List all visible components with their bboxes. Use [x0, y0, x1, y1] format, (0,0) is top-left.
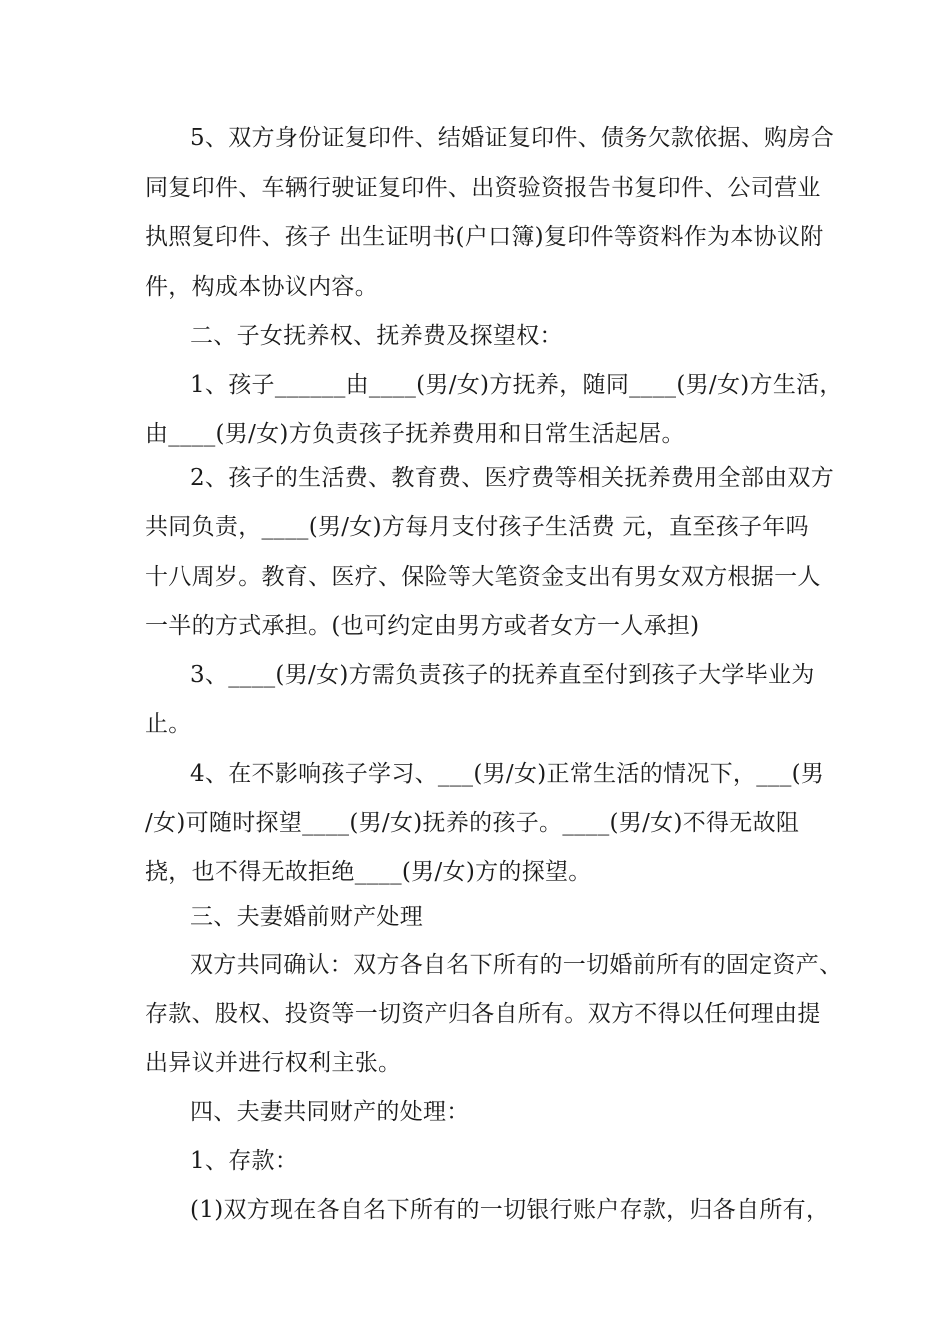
- text-line: 件，构成本协议内容。: [145, 274, 378, 300]
- text-line: 5、双方身份证复印件、结婚证复印件、债务欠款依据、购房合: [190, 125, 835, 151]
- text-line: 一半的方式承担。(也可约定由男方或者女方一人承担): [145, 613, 700, 639]
- text-line: 2、孩子的生活费、教育费、医疗费等相关抚养费用全部由双方: [190, 465, 835, 491]
- text-line: (1)双方现在各自名下所有的一切银行账户存款，归各自所有，: [190, 1197, 830, 1223]
- text-line: 挠，也不得无故拒绝____(男/女)方的探望。: [145, 859, 592, 885]
- section-heading: 四、夫妻共同财产的处理：: [190, 1099, 470, 1125]
- section-heading: 三、夫妻婚前财产处理: [190, 904, 423, 930]
- text-line: 执照复印件、孩子 出生证明书(户口簿)复印件等资料作为本协议附: [145, 224, 824, 250]
- text-line: 同复印件、车辆行驶证复印件、出资验资报告书复印件、公司营业: [145, 175, 821, 201]
- text-line: 共同负责，____(男/女)方每月支付孩子生活费 元，直至孩子年吗: [145, 514, 809, 540]
- text-line: 由____(男/女)方负责孩子抚养费用和日常生活起居。: [145, 421, 685, 447]
- text-line: 1、存款：: [190, 1148, 299, 1174]
- text-line: 存款、股权、投资等一切资产归各自所有。双方不得以任何理由提: [145, 1001, 821, 1027]
- text-line: 双方共同确认：双方各自名下所有的一切婚前所有的固定资产、: [190, 952, 843, 978]
- text-line: 1、孩子______由____(男/女)方抚养，随同____(男/女)方生活，: [190, 372, 843, 398]
- text-line: 3、____(男/女)方需负责孩子的抚养直至付到孩子大学毕业为: [190, 662, 815, 688]
- text-line: 十八周岁。教育、医疗、保险等大笔资金支出有男女双方根据一人: [145, 564, 821, 590]
- text-line: /女)可随时探望____(男/女)抚养的孩子。____(男/女)不得无故阻: [145, 810, 800, 836]
- text-line: 4、在不影响孩子学习、___(男/女)正常生活的情况下，___(男: [190, 761, 825, 787]
- text-line: 止。: [145, 711, 192, 737]
- section-heading: 二、子女抚养权、抚养费及探望权：: [190, 323, 563, 349]
- text-line: 出异议并进行权利主张。: [145, 1050, 402, 1076]
